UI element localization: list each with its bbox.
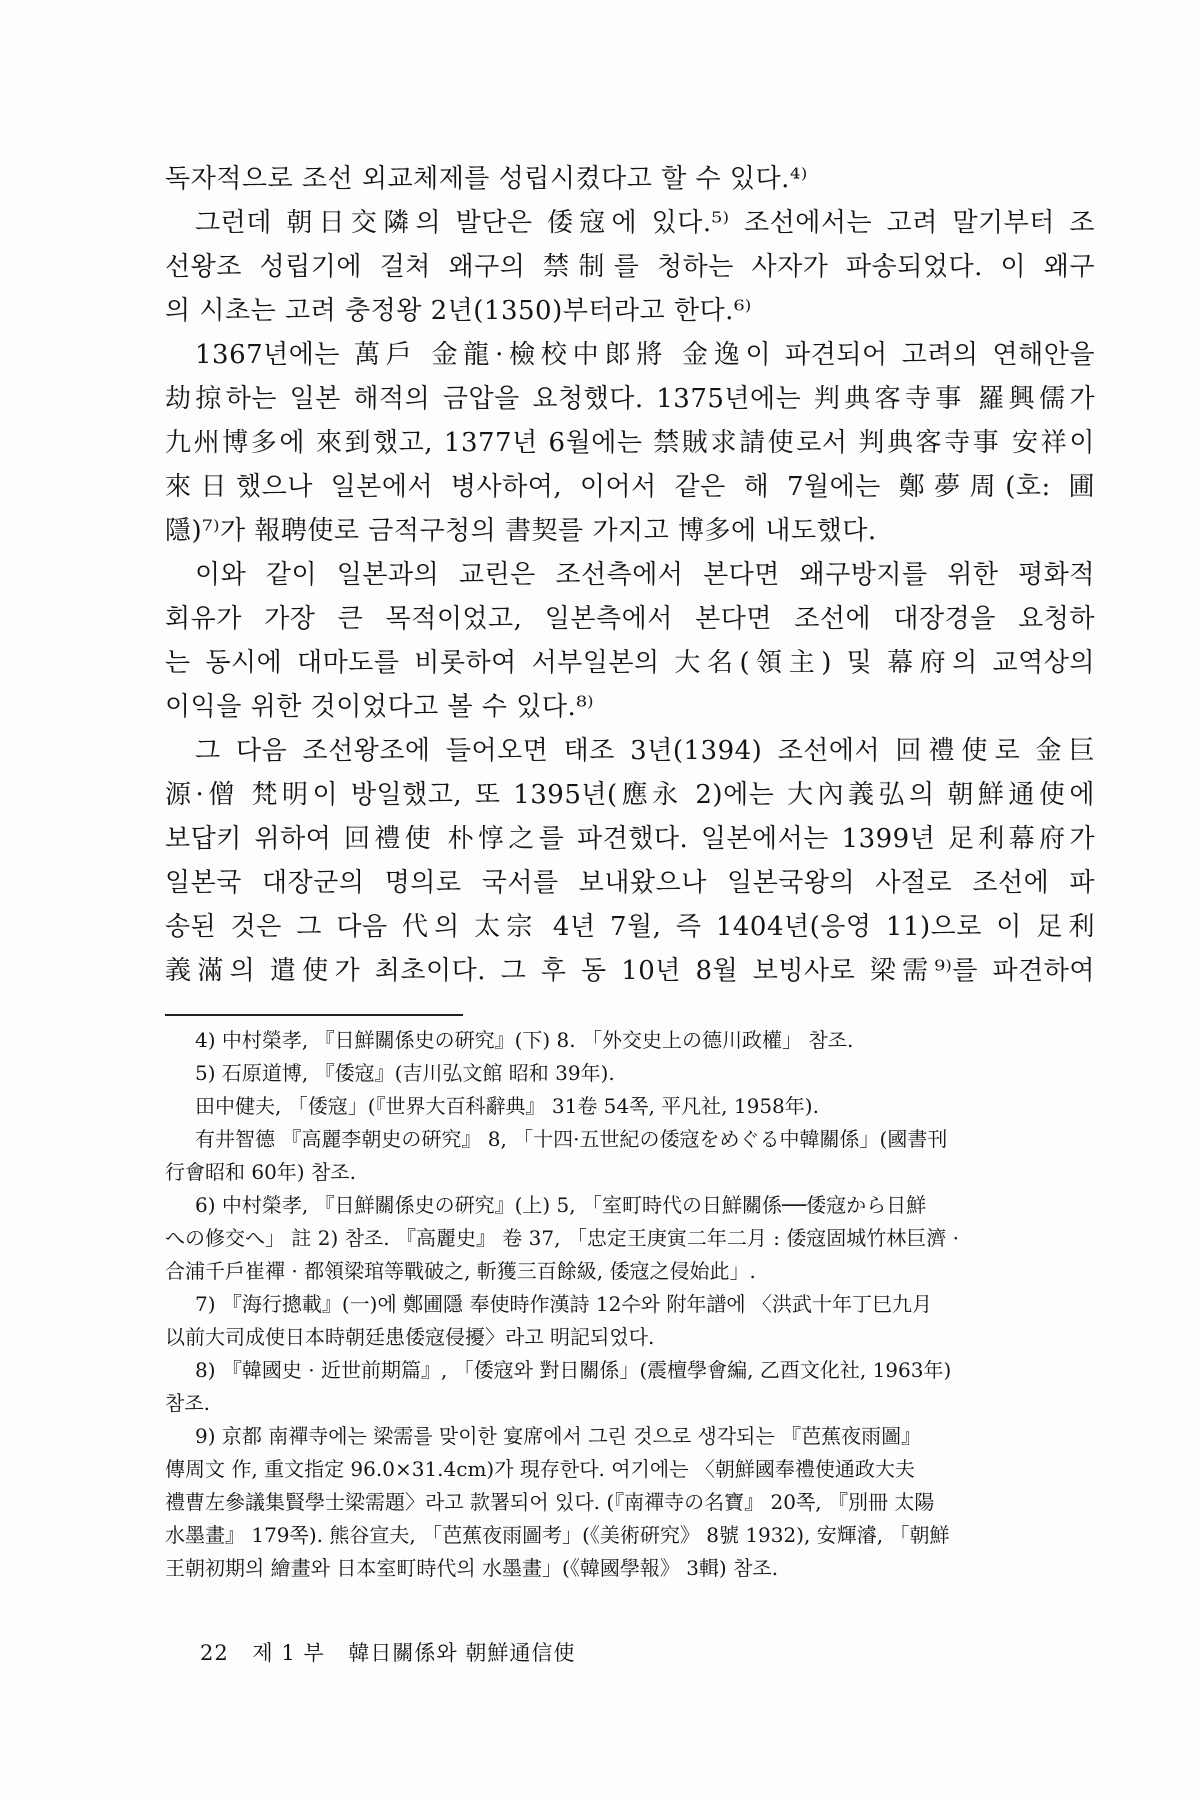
footnote-line: 合浦千戶崔禪 · 都領梁琯等戰破之, 斬獲三百餘級, 倭寇之侵始此」. (165, 1259, 756, 1283)
footnote-divider (165, 1014, 463, 1016)
footnote-line: への修交へ」 註 2) 참조. 『高麗史』 卷 37, 「忠定王庚寅二年二月 : 倭寇固城竹林巨濟 · (165, 1226, 960, 1250)
footnote-line: 行會昭和 60年) 참조. (165, 1160, 356, 1184)
body-line: 隱)⁷⁾가 報聘使로 금적구청의 書契를 가지고 博多에 내도했다. (165, 516, 877, 546)
book-title: 韓日關係와 朝鮮通信使 (348, 1641, 576, 1665)
body-line: 선왕조 성립기에 걸쳐 왜구의 禁制를 청하는 사자가 파송되었다. 이 왜구 (165, 252, 1095, 282)
body-line: 來日했으나 일본에서 병사하여, 이어서 같은 해 7월에는 鄭夢周(호: 圃 (165, 472, 1095, 502)
body-line: 회유가 가장 큰 목적이었고, 일본측에서 본다면 조선에 대장경을 요청하 (165, 604, 1095, 634)
footnote-line: 6) 中村榮孝, 『日鮮關係史の硏究』(上) 5, 「室町時代の日鮮關係──倭寇から日鮮 (195, 1193, 927, 1217)
body-line: 송된 것은 그 다음 代의 太宗 4년 7월, 즉 1404년(응영 11)으로 이 足利 (165, 912, 1095, 942)
body-line: 九州博多에 來到했고, 1377년 6월에는 禁賊求請使로서 判典客寺事 安祥이 (165, 428, 1095, 458)
part-label: 제 1 부 (252, 1641, 325, 1665)
body-line: 源·僧 梵明이 방일했고, 또 1395년(應永 2)에는 大內義弘의 朝鮮通使에 (165, 780, 1095, 810)
footnote-line: 참조. (165, 1391, 210, 1415)
body-line: 劫掠하는 일본 해적의 금압을 요청했다. 1375년에는 判典客寺事 羅興儒가 (165, 384, 1095, 414)
footnote-line: 以前大司成使日本時朝廷患倭寇侵擾〉라고 明記되었다. (165, 1325, 655, 1349)
footnotes (165, 1024, 1095, 1585)
footnote-line: 4) 中村榮孝, 『日鮮關係史の硏究』(下) 8. 「外交史上の德川政權」 참조. (195, 1028, 854, 1052)
footnote-line: 7) 『海行摠載』(一)에 鄭圃隱 奉使時作漢詩 12수와 附年譜에 〈洪武十年丁巳九月 (195, 1292, 933, 1316)
body-line: 는 동시에 대마도를 비롯하여 서부일본의 大名(領主) 및 幕府의 교역상의 (165, 648, 1095, 678)
body-line: 보답키 위하여 回禮使 朴惇之를 파견했다. 일본에서는 1399년 足利幕府가 (165, 824, 1095, 854)
footnote-line: 田中健夫, 「倭寇」(『世界大百科辭典』 31卷 54쪽, 平凡社, 1958年). (195, 1094, 819, 1118)
footnote-line: 傳周文 作, 重文指定 96.0×31.4cm)가 現存한다. 여기에는 〈朝鮮國奉禮使通政大夫 (165, 1457, 915, 1481)
body-line: 義滿의 遣使가 최초이다. 그 후 동 10년 8월 보빙사로 梁需⁹⁾를 파견하여 (165, 956, 1095, 986)
page-number: 22 (200, 1641, 229, 1665)
body-line: 이와 같이 일본과의 교린은 조선측에서 본다면 왜구방지를 위한 평화적 (195, 560, 1095, 590)
body-line: 이익을 위한 것이었다고 볼 수 있다.⁸⁾ (165, 692, 595, 722)
body-line: 그 다음 조선왕조에 들어오면 태조 3년(1394) 조선에서 回禮使로 金巨 (195, 736, 1095, 766)
body-line: 그런데 朝日交隣의 발단은 倭寇에 있다.⁵⁾ 조선에서는 고려 말기부터 조 (195, 208, 1095, 238)
body-line: 일본국 대장군의 명의로 국서를 보내왔으나 일본국왕의 사절로 조선에 파 (165, 868, 1095, 898)
footnote-line: 8) 『韓國史 · 近世前期篇』, 「倭寇와 對日關係」(震檀學會編, 乙酉文化社, 1963年) (195, 1358, 952, 1382)
footnote-line: 王朝初期의 繪畫와 日本室町時代의 水墨畫」(《韓國學報》 3輯) 참조. (165, 1556, 779, 1580)
body-line: 1367년에는 萬戶 金龍·檢校中郞將 金逸이 파견되어 고려의 연해안을 (195, 340, 1095, 370)
page-footer (200, 1638, 591, 1668)
body-text (165, 157, 1095, 993)
footnote-line: 9) 京都 南禪寺에는 梁需를 맞이한 宴席에서 그린 것으로 생각되는 『芭蕉夜雨圖』 (195, 1424, 922, 1448)
footnote-line: 有井智德 『高麗李朝史の硏究』 8, 「十四·五世紀の倭寇をめぐる中韓關係」(國書刊 (195, 1127, 948, 1151)
footnote-line: 禮曹左參議集賢學士梁需題〉라고 款署되어 있다. (『南禪寺の名寶』 20쪽, 『別冊 太陽 (165, 1490, 935, 1514)
footnote-line: 水墨畫』 179쪽). 熊谷宣夫, 「芭蕉夜雨圖考」(《美術硏究》 8號 1932), 安輝濬, 「朝鮮 (165, 1523, 950, 1547)
body-line: 독자적으로 조선 외교체제를 성립시켰다고 할 수 있다.⁴⁾ (165, 164, 808, 194)
body-line: 의 시초는 고려 충정왕 2년(1350)부터라고 한다.⁶⁾ (165, 296, 752, 326)
footnote-line: 5) 石原道博, 『倭寇』(吉川弘文館 昭和 39年). (195, 1061, 615, 1085)
